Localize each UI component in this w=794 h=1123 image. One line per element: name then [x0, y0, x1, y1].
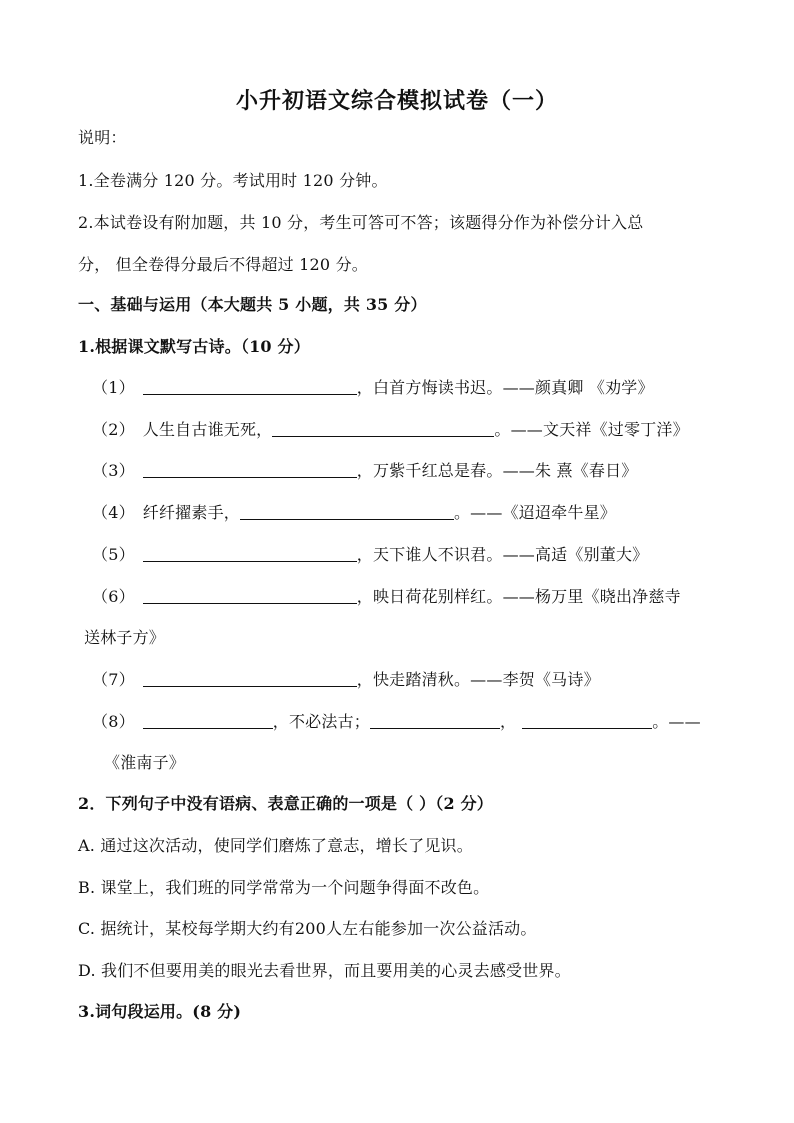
poem-text: 纤纤擢素手， — [142, 503, 240, 522]
poem-text: ，白首方悔读书迟。——颜真卿 《劝学》 — [356, 378, 654, 397]
item-number: （8） — [92, 712, 135, 731]
intro-item-1: 1.全卷满分 120 分。考试用时 120 分钟。 — [78, 171, 388, 190]
poem-line-8-continued: 《淮南子》 — [104, 753, 186, 772]
poem-line-5 — [92, 544, 648, 566]
item-number: （2） — [92, 420, 135, 439]
answer-blank[interactable] — [272, 420, 494, 437]
poem-line-3 — [92, 460, 637, 482]
answer-blank[interactable] — [143, 461, 357, 478]
poem-text: ，映日荷花别样红。——杨万里《晓出净慈寺 — [356, 587, 681, 606]
poem-line-8 — [92, 711, 701, 733]
poem-line-6 — [92, 586, 681, 608]
item-number: （6） — [92, 587, 135, 606]
poem-text: ，万紫千红总是春。——朱 熹《春日》 — [356, 461, 638, 480]
poem-line-2 — [92, 419, 689, 441]
option-a: A. 通过这次活动，使同学们磨炼了意志，增长了见识。 — [78, 836, 473, 855]
poem-text: 人生自古谁无死， — [142, 420, 273, 439]
section-1-heading: 一、基础与运用（本大题共 5 小题，共 35 分） — [78, 295, 427, 314]
option-d: D. 我们不但要用美的眼光去看世界，而且要用美的心灵去感受世界。 — [78, 961, 571, 980]
question-1-heading: 1.根据课文默写古诗。（10 分） — [78, 337, 310, 356]
item-number: （5） — [92, 545, 135, 564]
item-number: （4） — [92, 503, 135, 522]
answer-blank[interactable] — [143, 587, 357, 604]
question-2-heading: 2．下列句子中没有语病、表意正确的一项是（ ）（2 分） — [78, 794, 494, 813]
intro-item-2: 2.本试卷设有附加题，共 10 分，考生可答可不答；该题得分作为补偿分计入总 — [78, 213, 644, 232]
item-number: （1） — [92, 378, 135, 397]
option-c: C. 据统计，某校每学期大约有200人左右能参加一次公益活动。 — [78, 919, 537, 938]
poem-line-1 — [92, 377, 654, 399]
poem-text: ，天下谁人不识君。——高适《别董大》 — [356, 545, 649, 564]
answer-blank[interactable] — [143, 545, 357, 562]
answer-blank[interactable] — [143, 712, 273, 729]
question-3-heading: 3.词句段运用。(8 分) — [78, 1002, 242, 1021]
answer-blank[interactable] — [143, 378, 357, 395]
answer-blank[interactable] — [370, 712, 500, 729]
poem-line-6-continued: 送林子方》 — [84, 628, 166, 647]
intro-item-2-continued: 分， 但全卷得分最后不得超过 120 分。 — [78, 255, 368, 274]
poem-text: ，不必法古； — [272, 712, 370, 731]
poem-text: ， — [499, 712, 517, 731]
poem-text: 。—— — [652, 712, 701, 731]
poem-line-4 — [92, 502, 616, 524]
item-number: （7） — [92, 670, 135, 689]
item-number: （3） — [92, 461, 135, 480]
intro-heading: 说明： — [78, 128, 127, 147]
poem-line-7 — [92, 669, 600, 691]
answer-blank[interactable] — [522, 712, 652, 729]
poem-text: ，快走踏清秋。——李贺《马诗》 — [356, 670, 600, 689]
poem-text: 。——文天祥《过零丁洋》 — [494, 420, 689, 439]
option-b: B. 课堂上，我们班的同学常常为一个问题争得面不改色。 — [78, 878, 490, 897]
poem-text: 。——《迢迢牵牛星》 — [453, 503, 616, 522]
answer-blank[interactable] — [143, 670, 357, 687]
answer-blank[interactable] — [240, 503, 454, 520]
page-title: 小升初语文综合模拟试卷（一） — [235, 88, 558, 114]
